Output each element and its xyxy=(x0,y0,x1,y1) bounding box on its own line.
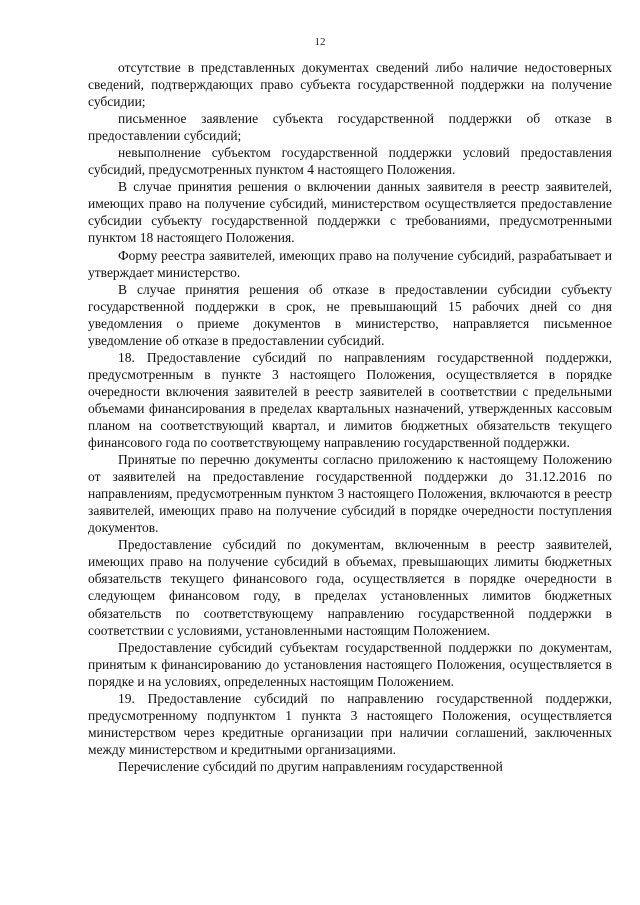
paragraph-7: 18. Предоставление субсидий по направлениям государственной поддержки, предусмотренным в пункте 3 настоящего Положения, осуществляется в порядке очередности включения заявителей в реестр заявителей в соответствии с предельными объемами финансирования в пределах квартальных назначений, утвержденных кассовым планом на соответствующий квартал, и лимитов бюджетных обязательств текущего финансового года по соответствующему направлению государственной поддержки. xyxy=(88,349,612,451)
paragraph-4: В случае принятия решения о включении данных заявителя в реестр заявителей, имеющих право на получение субсидий, министерством осуществляется предоставление субсидии субъекту государственной поддержки с требованиями, предусмотренными пунктом 18 настоящего Положения. xyxy=(88,179,612,246)
page-number: 12 xyxy=(314,36,326,48)
paragraph-9: Предоставление субсидий по документам, включенным в реестр заявителей, имеющих право на получение субсидий в объемах, превышающих лимиты бюджетных обязательств текущего финансового года, осуществляется в порядке очередности в следующем финансовом году, в пределах установленных лимитов бюджетных обязательств по соответствующему направлению государственной поддержки в соответствии с условиями, установленными настоящим Положением. xyxy=(88,537,612,638)
paragraph-1: отсутствие в представленных документах сведений либо наличие недостоверных сведений, подтверждающих право субъекта государственной поддержки на получение субсидии; xyxy=(88,60,612,110)
paragraph-6: В случае принятия решения об отказе в предоставлении субсидии субъекту государственной поддержки в срок, не превышающий 15 рабочих дней со дня уведомления о приеме документов в министерство, направляется письменное уведомление об отказе в предоставлении субсидий. xyxy=(88,281,612,348)
paragraph-5: Форму реестра заявителей, имеющих право на получение субсидий, разрабатывает и утверждает министерство. xyxy=(88,247,612,280)
document-body xyxy=(88,59,612,775)
paragraph-11: 19. Предоставление субсидий по направлению государственной поддержки, предусмотренному подпунктом 1 пункта 3 настоящего Положения, осуществляется министерством через кредитные организации при наличии соглашений, заключенных между министерством и кредитными организациями. xyxy=(88,690,612,757)
paragraph-8: Принятые по перечню документы согласно приложению к настоящему Положению от заявителей на предоставление государственной поддержки до 31.12.2016 по направлениям, предусмотренным пунктом 3 настоящего Положения, включаются в реестр заявителей, имеющих право на получение субсидий в порядке очередности поступления документов. xyxy=(88,452,612,536)
paragraph-12: Перечисление субсидий по другим направлениям государственной xyxy=(118,758,503,774)
paragraph-2: письменное заявление субъекта государственной поддержки об отказе в предоставлении субсидий; xyxy=(88,111,612,144)
paragraph-10: Предоставление субсидий субъектам государственной поддержки по документам, принятым к финансированию до установления настоящего Положения, осуществляется в порядке и на условиях, определенных настоящим Положением. xyxy=(88,639,612,689)
paragraph-3: невыполнение субъектом государственной поддержки условий предоставления субсидий, предусмотренных пунктом 4 настоящего Положения. xyxy=(88,145,612,178)
